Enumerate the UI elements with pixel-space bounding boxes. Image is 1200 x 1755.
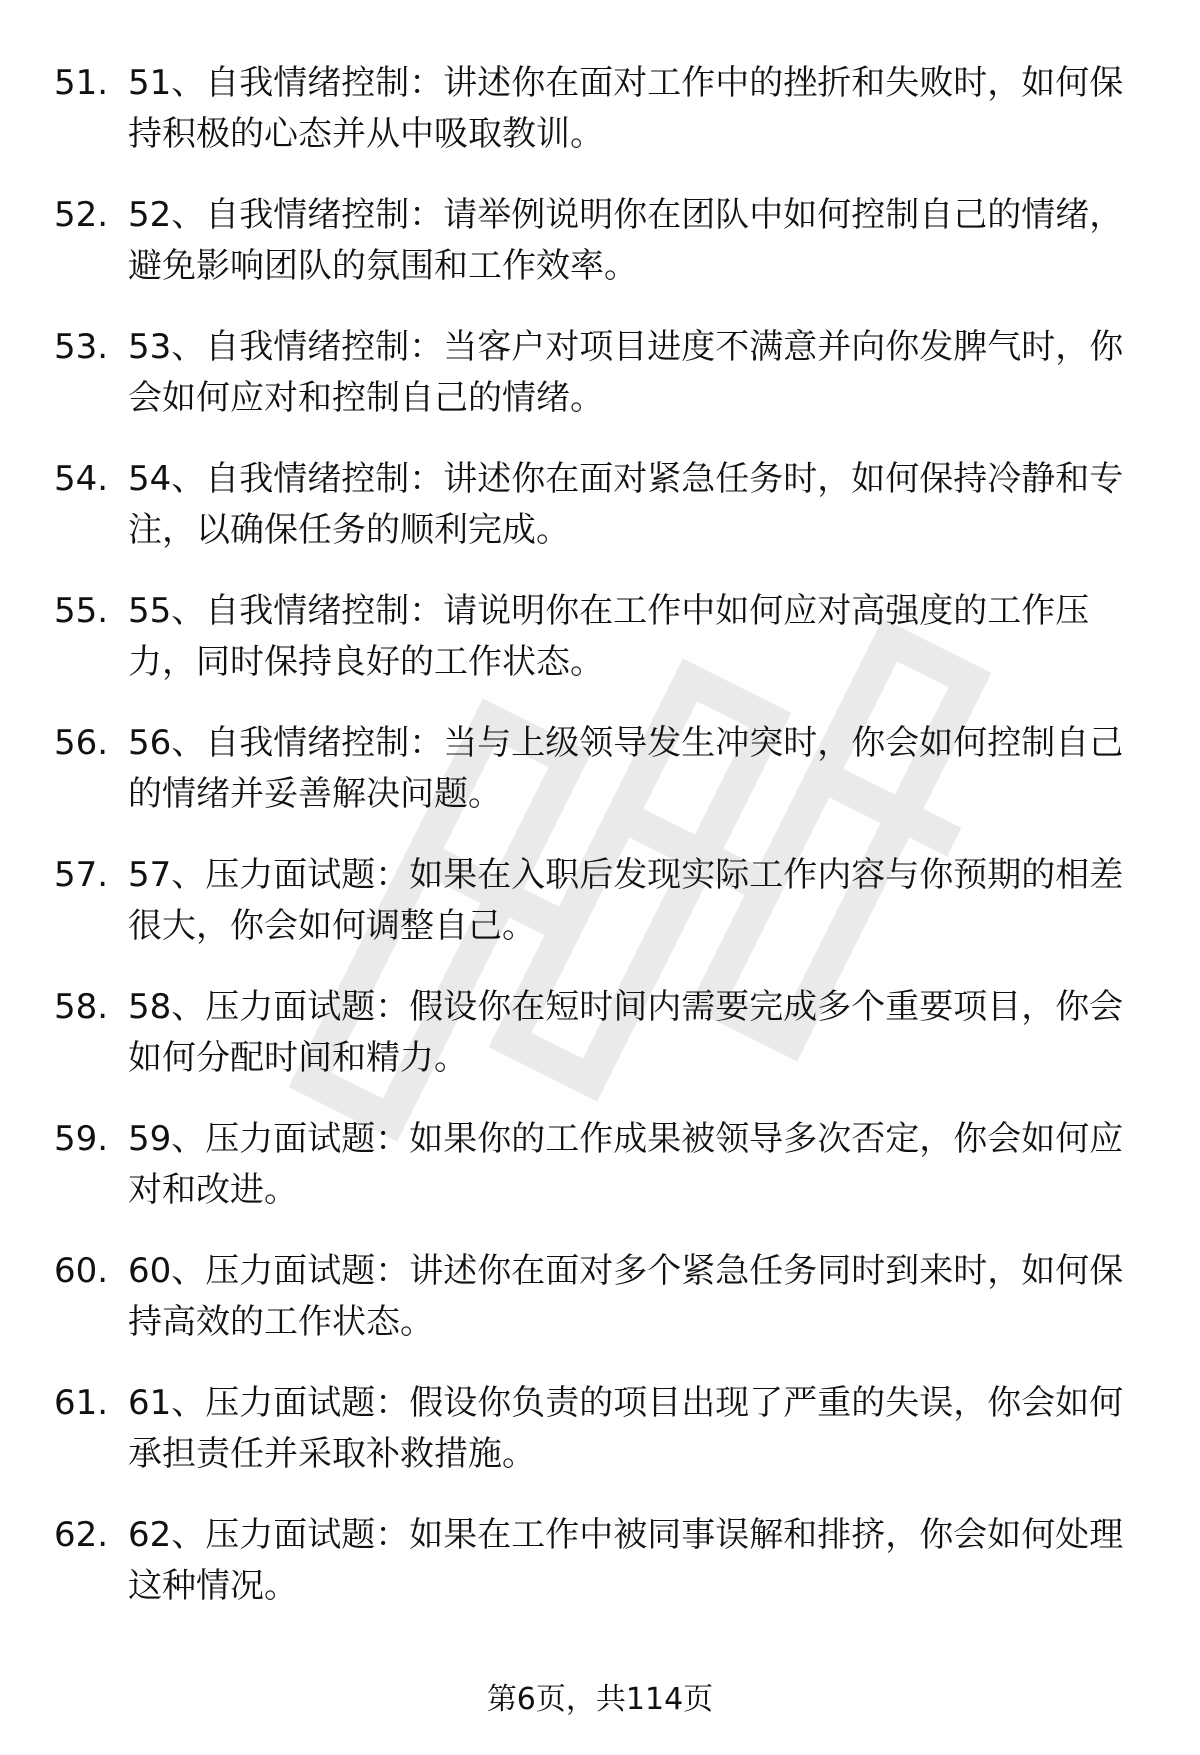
question-item-59: [54, 1114, 1154, 1246]
question-text: 51、自我情绪控制：讲述你在面对工作中的挫折和失败时，如何保持积极的心态并从中吸取教训。: [128, 63, 1124, 154]
question-text: 58、压力面试题：假设你在短时间内需要完成多个重要项目，你会如何分配时间和精力。: [128, 987, 1124, 1078]
question-number: 52.: [54, 195, 109, 235]
question-item-60: [54, 1246, 1154, 1378]
question-item-54: [54, 454, 1154, 586]
question-text: 62、压力面试题：如果在工作中被同事误解和排挤，你会如何处理这种情况。: [128, 1515, 1124, 1606]
question-item-53: [54, 322, 1154, 454]
question-item-58: [54, 982, 1154, 1114]
question-item-55: [54, 586, 1154, 718]
question-number: 60.: [54, 1251, 109, 1291]
question-text: 60、压力面试题：讲述你在面对多个紧急任务同时到来时，如何保持高效的工作状态。: [128, 1251, 1124, 1342]
question-text: 56、自我情绪控制：当与上级领导发生冲突时，你会如何控制自己的情绪并妥善解决问题。: [128, 723, 1124, 814]
question-number: 56.: [54, 723, 109, 763]
question-number: 54.: [54, 459, 109, 499]
question-number: 58.: [54, 987, 109, 1027]
question-number: 53.: [54, 327, 109, 367]
question-number: 61.: [54, 1383, 109, 1423]
question-list: [54, 58, 1154, 1642]
question-item-51: [54, 58, 1154, 190]
question-number: 62.: [54, 1515, 109, 1555]
question-item-62: [54, 1510, 1154, 1642]
question-item-61: [54, 1378, 1154, 1510]
question-number: 55.: [54, 591, 109, 631]
question-number: 59.: [54, 1119, 109, 1159]
question-text: 57、压力面试题：如果在入职后发现实际工作内容与你预期的相差很大，你会如何调整自己。: [128, 855, 1124, 946]
question-item-57: [54, 850, 1154, 982]
page-footer: 第6页，共114页: [486, 1682, 714, 1717]
question-item-52: [54, 190, 1154, 322]
question-number: 51.: [54, 63, 109, 103]
question-text: 54、自我情绪控制：讲述你在面对紧急任务时，如何保持冷静和专注，以确保任务的顺利完成。: [128, 459, 1124, 550]
question-item-56: [54, 718, 1154, 850]
question-number: 57.: [54, 855, 109, 895]
question-text: 61、压力面试题：假设你负责的项目出现了严重的失误，你会如何承担责任并采取补救措施。: [128, 1383, 1124, 1474]
question-text: 53、自我情绪控制：当客户对项目进度不满意并向你发脾气时，你会如何应对和控制自己的情绪。: [128, 327, 1124, 418]
question-text: 52、自我情绪控制：请举例说明你在团队中如何控制自己的情绪，避免影响团队的氛围和工作效率。: [128, 195, 1124, 286]
question-text: 55、自我情绪控制：请说明你在工作中如何应对高强度的工作压力，同时保持良好的工作状态。: [128, 591, 1090, 682]
question-text: 59、压力面试题：如果你的工作成果被领导多次否定，你会如何应对和改进。: [128, 1119, 1124, 1210]
